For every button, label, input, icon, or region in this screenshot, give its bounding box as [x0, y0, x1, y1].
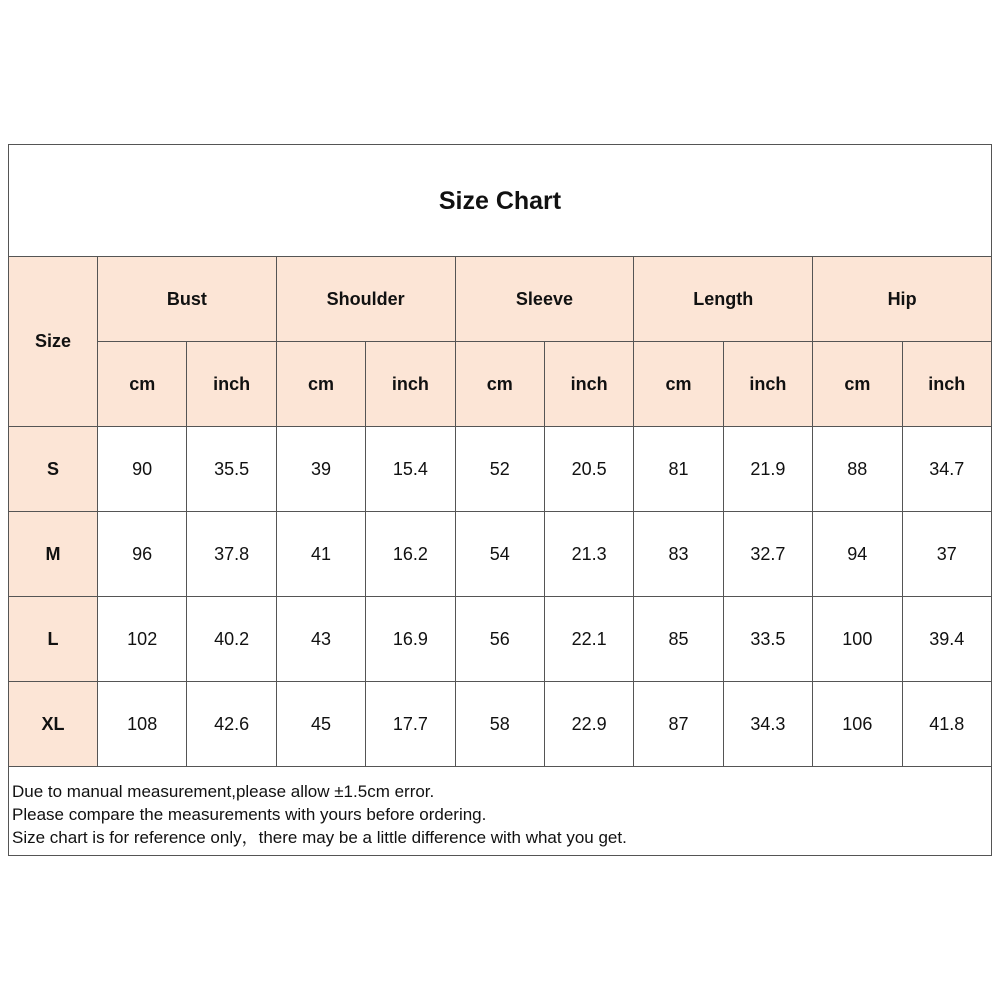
group-header-hip: Hip [813, 257, 992, 342]
size-label: XL [9, 682, 98, 767]
size-label: M [9, 512, 98, 597]
unit-inch: inch [366, 342, 455, 427]
table-cell: 54 [455, 512, 544, 597]
group-header-bust: Bust [98, 257, 277, 342]
table-cell: 42.6 [187, 682, 276, 767]
table-cell: 21.3 [544, 512, 633, 597]
table-cell: 39.4 [902, 597, 991, 682]
unit-inch: inch [723, 342, 812, 427]
table-cell: 35.5 [187, 427, 276, 512]
table-row [9, 597, 992, 682]
unit-inch: inch [902, 342, 991, 427]
table-cell: 34.7 [902, 427, 991, 512]
size-table [8, 256, 992, 767]
table-cell: 34.3 [723, 682, 812, 767]
table-cell: 45 [276, 682, 365, 767]
table-cell: 106 [813, 682, 902, 767]
note-line: Please compare the measurements with yours before ordering. [12, 805, 487, 824]
table-cell: 52 [455, 427, 544, 512]
table-cell: 108 [98, 682, 187, 767]
table-cell: 16.2 [366, 512, 455, 597]
table-row [9, 427, 992, 512]
table-cell: 96 [98, 512, 187, 597]
unit-inch: inch [187, 342, 276, 427]
size-chart-frame [8, 144, 992, 856]
table-cell: 37 [902, 512, 991, 597]
table-cell: 90 [98, 427, 187, 512]
table-cell: 85 [634, 597, 723, 682]
table-cell: 88 [813, 427, 902, 512]
group-header-sleeve: Sleeve [455, 257, 634, 342]
table-cell: 37.8 [187, 512, 276, 597]
unit-cm: cm [813, 342, 902, 427]
table-cell: 94 [813, 512, 902, 597]
chart-title: Size Chart [438, 186, 562, 215]
table-cell: 81 [634, 427, 723, 512]
size-label: S [9, 427, 98, 512]
table-cell: 83 [634, 512, 723, 597]
unit-cm: cm [455, 342, 544, 427]
table-cell: 22.9 [544, 682, 633, 767]
note-line: Due to manual measurement,please allow ±1.5cm error. [12, 782, 435, 801]
size-label: L [9, 597, 98, 682]
table-cell: 21.9 [723, 427, 812, 512]
table-cell: 58 [455, 682, 544, 767]
notes-section [9, 771, 991, 855]
unit-cm: cm [634, 342, 723, 427]
table-cell: 41.8 [902, 682, 991, 767]
table-cell: 100 [813, 597, 902, 682]
unit-header-row [9, 342, 992, 427]
group-header-shoulder: Shoulder [276, 257, 455, 342]
table-cell: 40.2 [187, 597, 276, 682]
table-cell: 56 [455, 597, 544, 682]
table-cell: 16.9 [366, 597, 455, 682]
unit-cm: cm [276, 342, 365, 427]
group-header-length: Length [634, 257, 813, 342]
table-cell: 41 [276, 512, 365, 597]
table-row [9, 682, 992, 767]
table-cell: 20.5 [544, 427, 633, 512]
table-cell: 33.5 [723, 597, 812, 682]
table-row [9, 512, 992, 597]
note-line: Size chart is for reference only，there may be a little difference with what you get. [12, 828, 627, 847]
table-cell: 39 [276, 427, 365, 512]
unit-cm: cm [98, 342, 187, 427]
table-cell: 102 [98, 597, 187, 682]
table-cell: 87 [634, 682, 723, 767]
unit-inch: inch [544, 342, 633, 427]
table-cell: 17.7 [366, 682, 455, 767]
size-header: Size [9, 257, 98, 427]
table-cell: 15.4 [366, 427, 455, 512]
table-cell: 32.7 [723, 512, 812, 597]
table-cell: 22.1 [544, 597, 633, 682]
group-header-row [9, 257, 992, 342]
table-cell: 43 [276, 597, 365, 682]
